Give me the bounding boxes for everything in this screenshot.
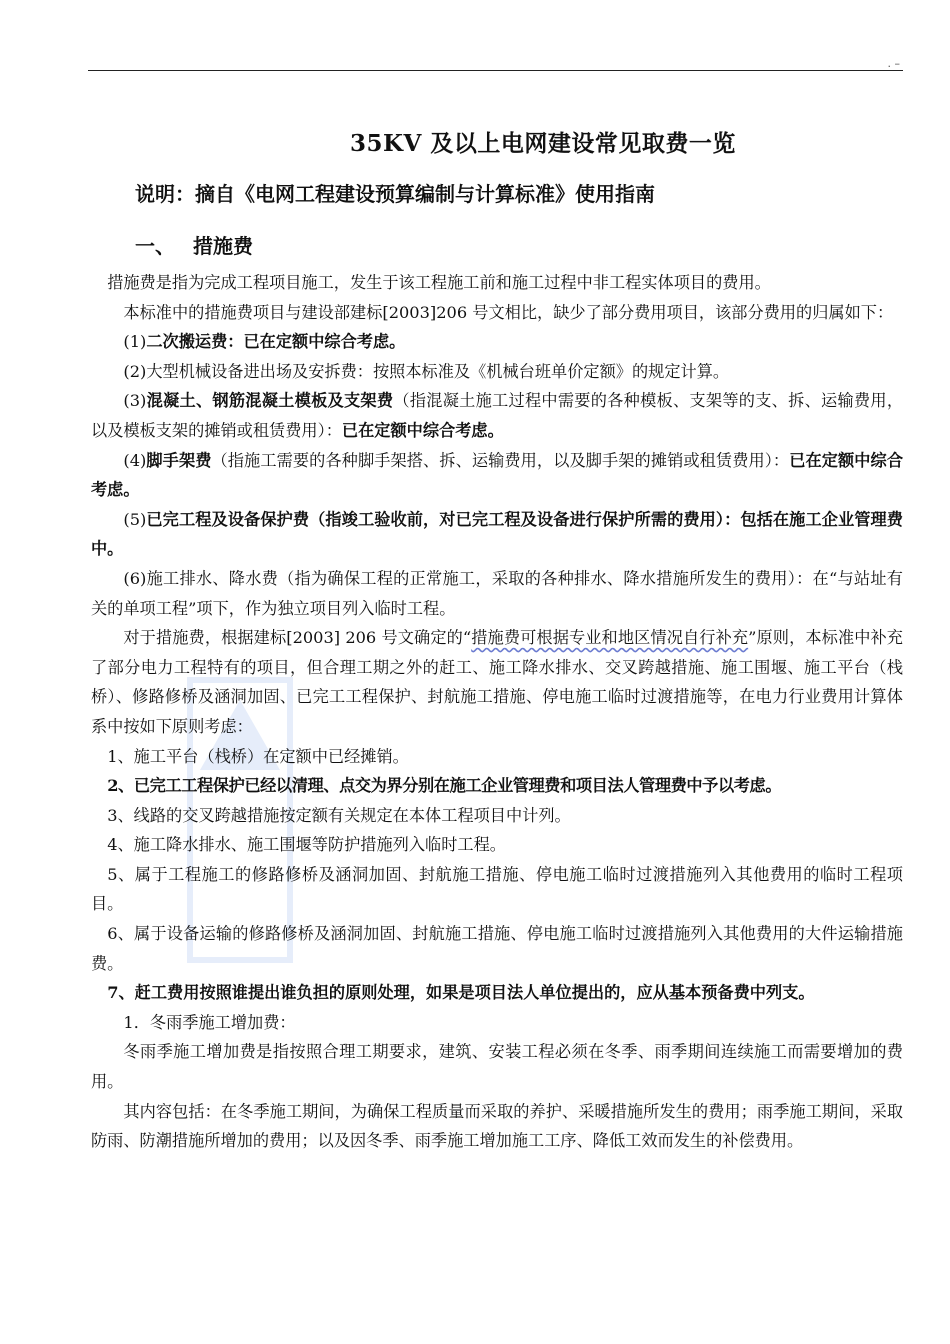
list-item: [91, 564, 903, 623]
rule-item: 6、属于设备运输的修路修桥及涵洞加固、封航施工措施、停电施工临时过渡措施列入其他费用的大件运输措施费。: [91, 924, 903, 973]
item-text: 施工排水、降水费（指为确保工程的正常施工，采取的各种排水、降水措施所发生的费用）：在“与站址有关的单项工程”项下，作为独立项目列入临时工程。: [91, 568, 903, 618]
subsection-heading: 1．冬雨季施工增加费：: [123, 1012, 296, 1032]
item-text: 大型机械设备进出场及安拆费：按照本标准及《机械台班单价定额》的规定计算。: [146, 361, 730, 381]
paragraph: 本标准中的措施费项目与建设部建标[2003]206 号文相比，缺少了部分费用项目，该部分费用的归属如下：: [123, 302, 894, 322]
rule-item: 7、赶工费用按照谁提出谁负担的原则处理，如果是项目法人单位提出的，应从基本预备费中列支。: [107, 983, 815, 1003]
item-text-bold: 已在定额中综合考虑。: [341, 420, 504, 440]
paragraph: 冬雨季施工增加费是指按照合理工期要求，建筑、安装工程必须在冬季、雨季期间连续施工而需要增加的费用。: [91, 1042, 903, 1092]
item-text: （指施工需要的各种脚手架搭、拆、运输费用，以及脚手架的摊销或租赁费用）：: [211, 450, 790, 470]
document-body: [91, 268, 903, 1156]
list-item: [91, 327, 903, 357]
paragraph: 措施费是指为完成工程项目施工，发生于该工程施工前和施工过程中非工程实体项目的费用。: [107, 273, 771, 292]
item-number: (5): [123, 509, 147, 529]
item-number: (4): [123, 450, 147, 470]
list-item: [91, 386, 903, 445]
text-run: ”原则，本标准中补充了部分电力工程特有的项目，但合理工期之外的赶工、施工降水排水、交叉跨越措施、施工围堰、施工平台（栈桥）、修路修桥及涵洞加固、已完工工程保护、封航施工措施、停电施工临时过渡措施等，在电力行业费用计算体系中按如下原则考虑：: [91, 628, 903, 736]
header-corner-mark: . –: [887, 57, 900, 70]
rule-item: 1、施工平台（栈桥）在定额中已经摊销。: [107, 746, 409, 766]
item-number: (3): [123, 391, 147, 411]
section-number: 一、: [135, 234, 175, 258]
text-run: 对于措施费，根据建标[2003] 206 号文确定的“: [123, 628, 472, 648]
paragraph: [91, 623, 903, 741]
quoted-text: 措施费可根据专业和地区情况自行补充: [471, 628, 749, 648]
list-item: [91, 357, 903, 387]
list-item: [91, 505, 903, 564]
rule-item: 5、属于工程施工的修路修桥及涵洞加固、封航施工措施、停电施工临时过渡措施列入其他费用的临时工程项目。: [91, 864, 903, 914]
item-number: (1): [123, 332, 147, 352]
list-item: [91, 446, 903, 505]
section-heading: [135, 230, 253, 259]
paragraph: 其内容包括：在冬季施工期间，为确保工程质量而采取的养护、采暖措施所发生的费用；雨季施工期间，采取防雨、防潮措施所增加的费用；以及因冬季、雨季施工增加施工工序、降低工效而发生的补偿费用。: [91, 1101, 903, 1151]
item-number: (2): [123, 361, 147, 381]
item-text-bold: 已在定额中综合考虑。: [91, 450, 904, 500]
section-label: 措施费: [193, 234, 253, 258]
item-text: 已完工程及设备保护费（指竣工验收前，对已完工程及设备进行保护所需的费用）：包括在施工企业管理费中。: [91, 509, 903, 559]
rule-item: 4、施工降水排水、施工围堰等防护措施列入临时工程。: [107, 835, 506, 855]
page-title: 35KV 及以上电网建设常见取费一览: [350, 130, 736, 157]
rule-item: 3、线路的交叉跨越措施按定额有关规定在本体工程项目中计列。: [107, 805, 571, 825]
item-text: （指混凝土施工过程中需要的各种模板、支架等的支、拆、运输费用，以及模板支架的摊销或租赁费用）：: [91, 391, 904, 440]
item-number: (6): [123, 568, 147, 588]
page-subtitle: 说明：摘自《电网工程建设预算编制与计算标准》使用指南: [135, 182, 655, 206]
item-text-bold: 混凝土、钢筋混凝土模板及支架费: [146, 391, 394, 411]
header-rule: [88, 70, 903, 71]
item-text: 二次搬运费：已在定额中综合考虑。: [146, 332, 406, 352]
item-text-bold: 脚手架费: [146, 450, 212, 470]
rule-item: 2、已完工工程保护已经以清理、点交为界分别在施工企业管理费和项目法人管理费中予以考虑。: [107, 776, 782, 796]
